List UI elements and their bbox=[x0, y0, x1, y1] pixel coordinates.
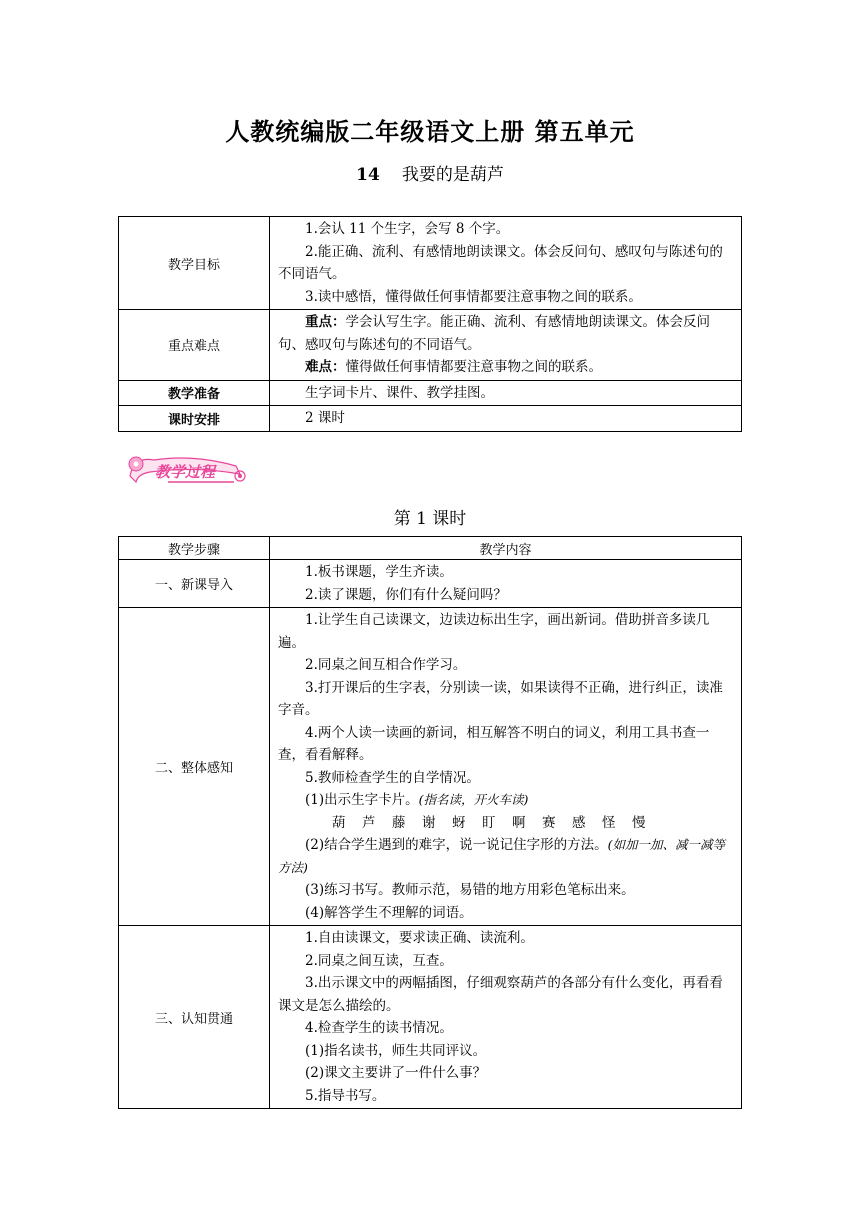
content-line: 3.打开课后的生字表，分别读一读，如果读得不正确，进行纠正，读准字音。 bbox=[278, 679, 723, 718]
badge-flower-center bbox=[134, 462, 139, 467]
new-character: 藤 bbox=[392, 814, 406, 831]
page-title: 人教统编版二年级语文上册 第五单元 bbox=[225, 118, 635, 146]
new-character: 啊 bbox=[512, 814, 526, 831]
content-line: 5.指导书写。 bbox=[305, 1087, 386, 1104]
table-row bbox=[119, 217, 742, 310]
new-character: 葫 bbox=[332, 814, 346, 831]
content-line: 2.同桌之间互相合作学习。 bbox=[305, 657, 467, 673]
content-line: (2)课文主要讲了一件什么事？ bbox=[305, 1065, 487, 1081]
memory-note: (如加一加、减一减等方法) bbox=[278, 837, 726, 875]
row-label: 课时安排 bbox=[119, 406, 270, 432]
card-note: (指名读，开火车读) bbox=[418, 792, 529, 807]
content-line: 生字词卡片、课件、教学挂图。 bbox=[305, 384, 494, 401]
row-content bbox=[270, 310, 742, 381]
overview-table bbox=[118, 216, 742, 432]
new-characters bbox=[278, 812, 733, 835]
content-line bbox=[278, 311, 733, 356]
content-line: 3.出示课文中的两幅插图，仔细观察葫芦的各部分有什么变化，再看看课文是怎么描绘的。 bbox=[278, 975, 723, 1014]
content-line: (4)解答学生不理解的词语。 bbox=[305, 904, 473, 921]
new-character: 感 bbox=[572, 814, 586, 831]
column-header-content: 教学内容 bbox=[270, 537, 742, 560]
badge-dot bbox=[238, 474, 242, 478]
step-label: 二、整体感知 bbox=[119, 608, 270, 926]
card-instruction: (1)出示生字卡片。 bbox=[305, 792, 419, 808]
content-line: 2.读了课题，你们有什么疑问吗？ bbox=[305, 586, 507, 603]
content-line bbox=[278, 356, 733, 379]
row-content bbox=[270, 380, 742, 406]
key-tag: 重点： bbox=[305, 314, 346, 330]
content-line bbox=[278, 789, 733, 812]
content-line: (1)指名读书，师生共同评议。 bbox=[305, 1042, 487, 1059]
row-label: 教学目标 bbox=[119, 217, 270, 310]
difficulty-tag: 难点： bbox=[305, 359, 346, 375]
content-line: 3.读中感悟，懂得做任何事情都要注意事物之间的联系。 bbox=[305, 288, 642, 305]
table-row bbox=[119, 608, 742, 926]
content-line: 2.同桌之间互读，互查。 bbox=[305, 952, 453, 969]
content-line bbox=[278, 834, 733, 879]
step-label: 一、新课导入 bbox=[119, 560, 270, 608]
badge-text: 教学过程 bbox=[155, 463, 216, 481]
new-character: 赛 bbox=[542, 814, 556, 831]
row-content bbox=[270, 217, 742, 310]
lesson-heading: 第 1 课时 bbox=[393, 509, 467, 529]
difficulty-text: 懂得做任何事情都要注意事物之间的联系。 bbox=[345, 359, 602, 375]
content-line: 1.板书课题，学生齐读。 bbox=[305, 564, 453, 580]
table-row bbox=[119, 926, 742, 1109]
table-row bbox=[119, 406, 742, 432]
teaching-process-badge bbox=[124, 452, 252, 486]
table-row bbox=[119, 310, 742, 381]
new-character: 芦 bbox=[362, 814, 376, 831]
table-row bbox=[119, 380, 742, 406]
memory-instruction: (2)结合学生遇到的难字，说一说记住字形的方法。 bbox=[305, 837, 608, 853]
new-character: 蚜 bbox=[452, 814, 466, 831]
table-row bbox=[119, 560, 742, 608]
new-character: 盯 bbox=[482, 814, 496, 831]
row-label: 教学准备 bbox=[119, 380, 270, 406]
key-text: 学会认写生字。能正确、流利、有感情地朗读课文。体会反问句、感叹句与陈述句的不同语气。 bbox=[278, 314, 710, 353]
step-content bbox=[270, 926, 742, 1109]
row-label: 重点难点 bbox=[119, 310, 270, 381]
step-label: 三、认知贯通 bbox=[119, 926, 270, 1109]
row-content bbox=[270, 406, 742, 432]
content-line: 1.会认 11 个生字，会写 8 个字。 bbox=[305, 221, 510, 237]
lesson-title: 我要的是葫芦 bbox=[401, 165, 504, 185]
new-character: 慢 bbox=[632, 814, 646, 831]
lesson-subtitle bbox=[0, 160, 860, 185]
content-line: 4.检查学生的读书情况。 bbox=[305, 1020, 453, 1036]
content-line: 4.两个人读一读画的新词，相互解答不明白的词义，利用工具书查一查，看看解释。 bbox=[278, 724, 710, 763]
lesson-number: 14 bbox=[356, 165, 380, 185]
content-line: 5.教师检查学生的自学情况。 bbox=[305, 769, 480, 786]
step-content bbox=[270, 560, 742, 608]
content-line: 1.让学生自己读课文，边读边标出生字，画出新词。借助拼音多读几遍。 bbox=[278, 612, 710, 651]
content-line: 2 课时 bbox=[305, 410, 345, 426]
content-line: 1.自由读课文，要求读正确、读流利。 bbox=[305, 930, 534, 946]
column-header-step: 教学步骤 bbox=[119, 537, 270, 560]
table-header-row bbox=[119, 537, 742, 560]
new-character: 怪 bbox=[602, 814, 616, 831]
content-line: 2.能正确、流利、有感情地朗读课文。体会反问句、感叹句与陈述句的不同语气。 bbox=[278, 243, 723, 282]
steps-table bbox=[118, 536, 742, 1109]
new-character: 谢 bbox=[422, 814, 436, 831]
step-content bbox=[270, 608, 742, 926]
content-line: (3)练习书写。教师示范，易错的地方用彩色笔标出来。 bbox=[305, 882, 635, 898]
